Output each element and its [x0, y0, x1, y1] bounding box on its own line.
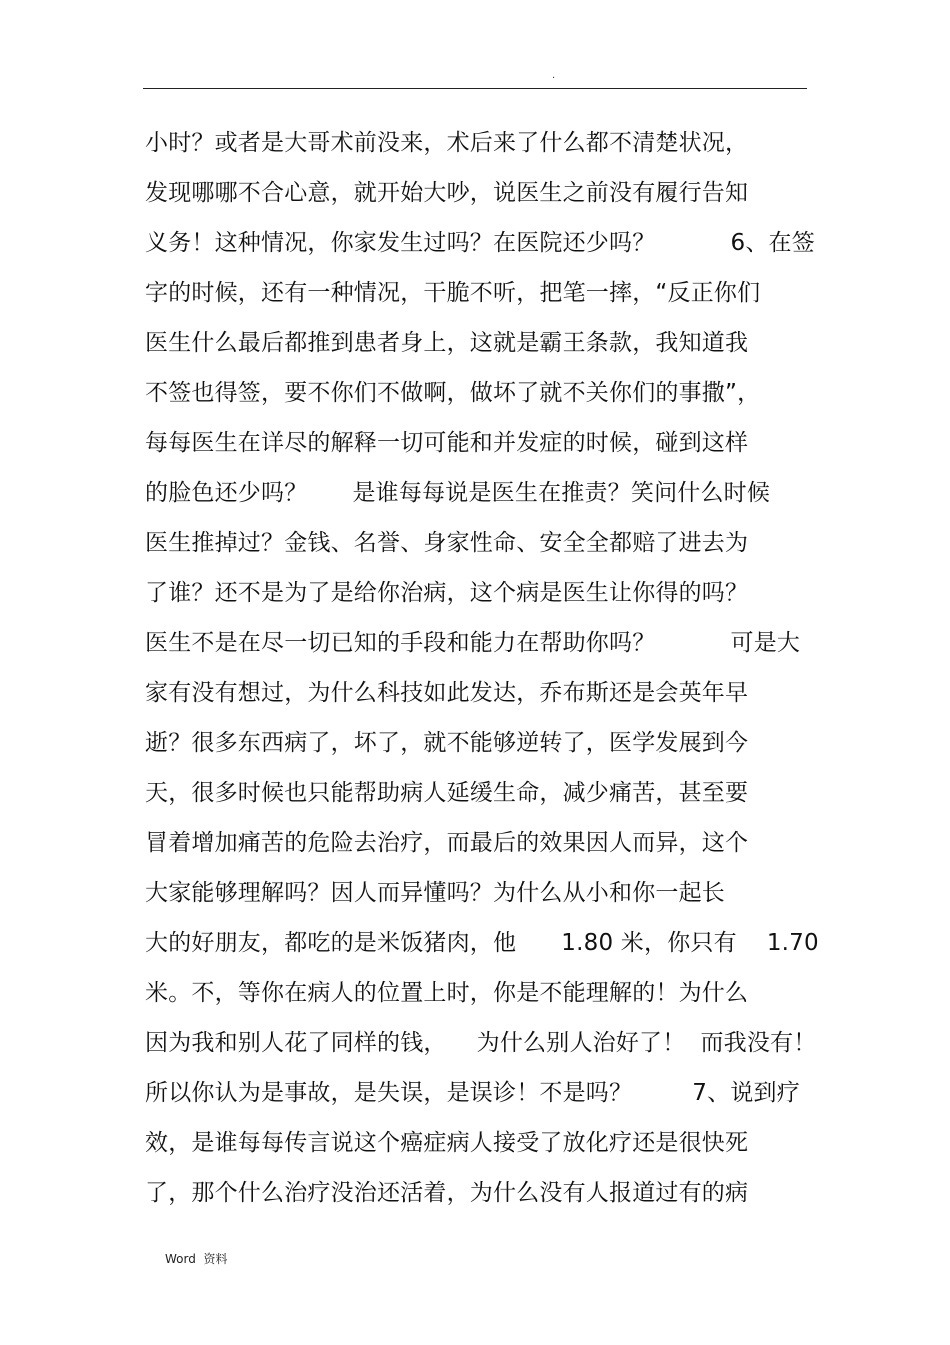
text-line: 逝？很多东西病了，坏了，就不能够逆转了，医学发展到今 — [145, 730, 749, 756]
footer-label: Word 资料 — [165, 1252, 228, 1266]
text-line: 发现哪哪不合心意，就开始大吵，说医生之前没有履行告知 — [145, 180, 749, 206]
header-rule — [143, 88, 807, 89]
text-line: 每每医生在详尽的解释一切可能和并发症的时候，碰到这样 — [145, 430, 749, 456]
header-dot: . — [552, 70, 556, 81]
text-line: 了，那个什么治疗没治还活着，为什么没有人报道过有的病 — [145, 1180, 749, 1206]
text-line: 天，很多时候也只能帮助病人延缓生命，减少痛苦，甚至要 — [145, 780, 749, 806]
text-line: 效，是谁每每传言说这个癌症病人接受了放化疗还是很快死 — [145, 1130, 749, 1156]
text-line: 医生推掉过？金钱、名誉、身家性命、安全全都赔了进去为 — [145, 530, 749, 556]
text-line: 义务！这种情况，你家发生过吗？在医院还少吗？ 6、在签 — [145, 230, 815, 256]
text-line: 所以你认为是事故，是失误，是误诊！不是吗？ 7、说到疗 — [145, 1080, 800, 1106]
text-line: 大的好朋友，都吃的是米饭猪肉，他 1.80 米，你只有 1.70 — [145, 930, 819, 956]
text-line: 字的时候，还有一种情况，干脆不听，把笔一摔，“反正你们 — [145, 280, 761, 306]
text-line: 的脸色还少吗？ 是谁每每说是医生在推责？笑问什么时候 — [145, 480, 771, 506]
text-line: 了谁？还不是为了是给你治病，这个病是医生让你得的吗？ — [145, 580, 749, 606]
text-line: 医生什么最后都推到患者身上，这就是霸王条款，我知道我 — [145, 330, 749, 356]
text-line: 冒着增加痛苦的危险去治疗，而最后的效果因人而异，这个 — [145, 830, 749, 856]
text-line: 小时？或者是大哥术前没来，术后来了什么都不清楚状况， — [145, 130, 749, 156]
text-line: 米。不，等你在病人的位置上时，你是不能理解的！为什么 — [145, 980, 749, 1006]
text-line: 因为我和别人花了同样的钱， 为什么别人治好了！ 而我没有！ — [145, 1030, 817, 1056]
document-body — [145, 118, 819, 1218]
text-line: 不签也得签，要不你们不做啊，做坏了就不关你们的事撒”， — [145, 380, 761, 406]
text-line: 家有没有想过，为什么科技如此发达，乔布斯还是会英年早 — [145, 680, 749, 706]
text-line: 医生不是在尽一切已知的手段和能力在帮助你吗？ 可是大 — [145, 630, 801, 656]
text-line: 大家能够理解吗？因人而异懂吗？为什么从小和你一起长 — [145, 880, 725, 906]
